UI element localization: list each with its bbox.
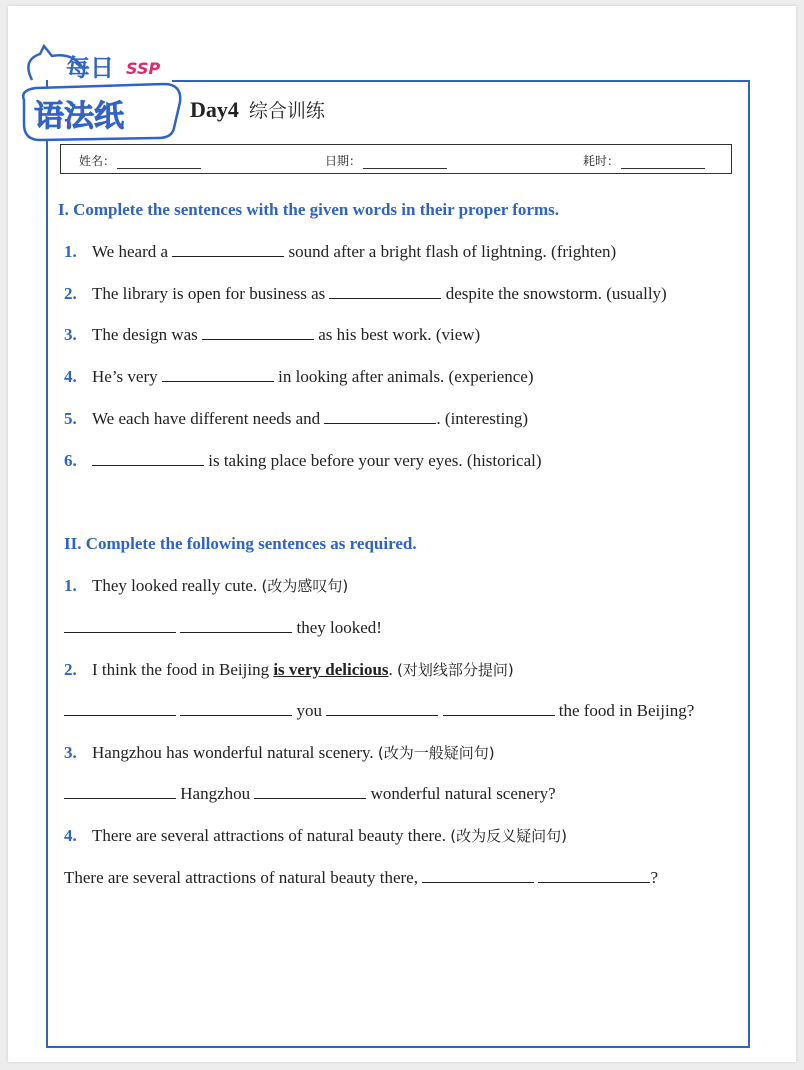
- s2-q3-answer: Hangzhou wonderful natural scenery?: [64, 784, 556, 804]
- student-info-box: [60, 144, 732, 174]
- answer-blank[interactable]: [180, 618, 292, 633]
- name-blank[interactable]: [117, 156, 201, 169]
- page-frame: [46, 80, 750, 1048]
- s1-item-2: 2. The library is open for business as despite the snowstorm. (usually): [64, 284, 667, 303]
- answer-blank[interactable]: [172, 242, 284, 257]
- s2-q1-answer: they looked!: [64, 618, 382, 638]
- time-field[interactable]: 耗时：: [583, 152, 705, 169]
- page-title: [190, 96, 325, 123]
- s1-item-6: 6. is taking place before your very eyes. (historical): [64, 451, 542, 470]
- s1-item-4: 4. He’s very in looking after animals. (experience): [64, 367, 534, 386]
- s2-q3: 3. Hangzhou has wonderful natural scenery. (改为一般疑问句): [64, 743, 495, 762]
- s1-item-1: 1. We heard a sound after a bright flash of lightning. (frighten): [64, 242, 617, 261]
- answer-blank[interactable]: [64, 701, 176, 716]
- logo-badge: SSP: [126, 59, 161, 78]
- date-field[interactable]: 日期：: [325, 152, 447, 169]
- answer-blank[interactable]: [162, 367, 274, 382]
- time-blank[interactable]: [621, 156, 705, 169]
- name-field[interactable]: 姓名：: [79, 152, 201, 169]
- answer-blank[interactable]: [64, 784, 176, 799]
- s1-item-3: 3. The design was as his best work. (view): [64, 325, 481, 344]
- logo-top-text: 每日: [66, 54, 114, 82]
- s2-q1: 1. They looked really cute. (改为感叹句): [64, 576, 349, 595]
- answer-blank[interactable]: [422, 868, 534, 883]
- answer-blank[interactable]: [329, 284, 441, 299]
- day-label: Day4: [190, 97, 239, 122]
- section-2-heading: II. Complete the following sentences as required.: [64, 534, 417, 553]
- answer-blank[interactable]: [202, 325, 314, 340]
- underlined-part: is very delicious: [273, 660, 389, 679]
- title-subtitle: 综合训练: [248, 100, 325, 122]
- section-1-heading: I. Complete the sentences with the given words in their proper forms.: [58, 200, 559, 219]
- s2-q4: 4. There are several attractions of natural beauty there. (改为反义疑问句): [64, 826, 567, 845]
- answer-blank[interactable]: [443, 701, 555, 716]
- answer-blank[interactable]: [538, 868, 650, 883]
- answer-blank[interactable]: [324, 409, 436, 424]
- page-frame-top: [172, 80, 748, 82]
- ssp-logo: [14, 40, 194, 150]
- logo-bottom-text: 语法纸: [34, 99, 124, 134]
- s2-q2-answer: you the food in Beijing?: [64, 701, 694, 721]
- s2-q2: 2. I think the food in Beijing is very delicious. (对划线部分提问): [64, 660, 514, 679]
- answer-blank[interactable]: [254, 784, 366, 799]
- answer-blank[interactable]: [92, 451, 204, 466]
- date-blank[interactable]: [363, 156, 447, 169]
- s2-q4-answer: There are several attractions of natural beauty there, ?: [64, 868, 659, 887]
- answer-blank[interactable]: [180, 701, 292, 716]
- s1-item-5: 5. We each have different needs and . (interesting): [64, 409, 529, 428]
- answer-blank[interactable]: [64, 618, 176, 633]
- answer-blank[interactable]: [326, 701, 438, 716]
